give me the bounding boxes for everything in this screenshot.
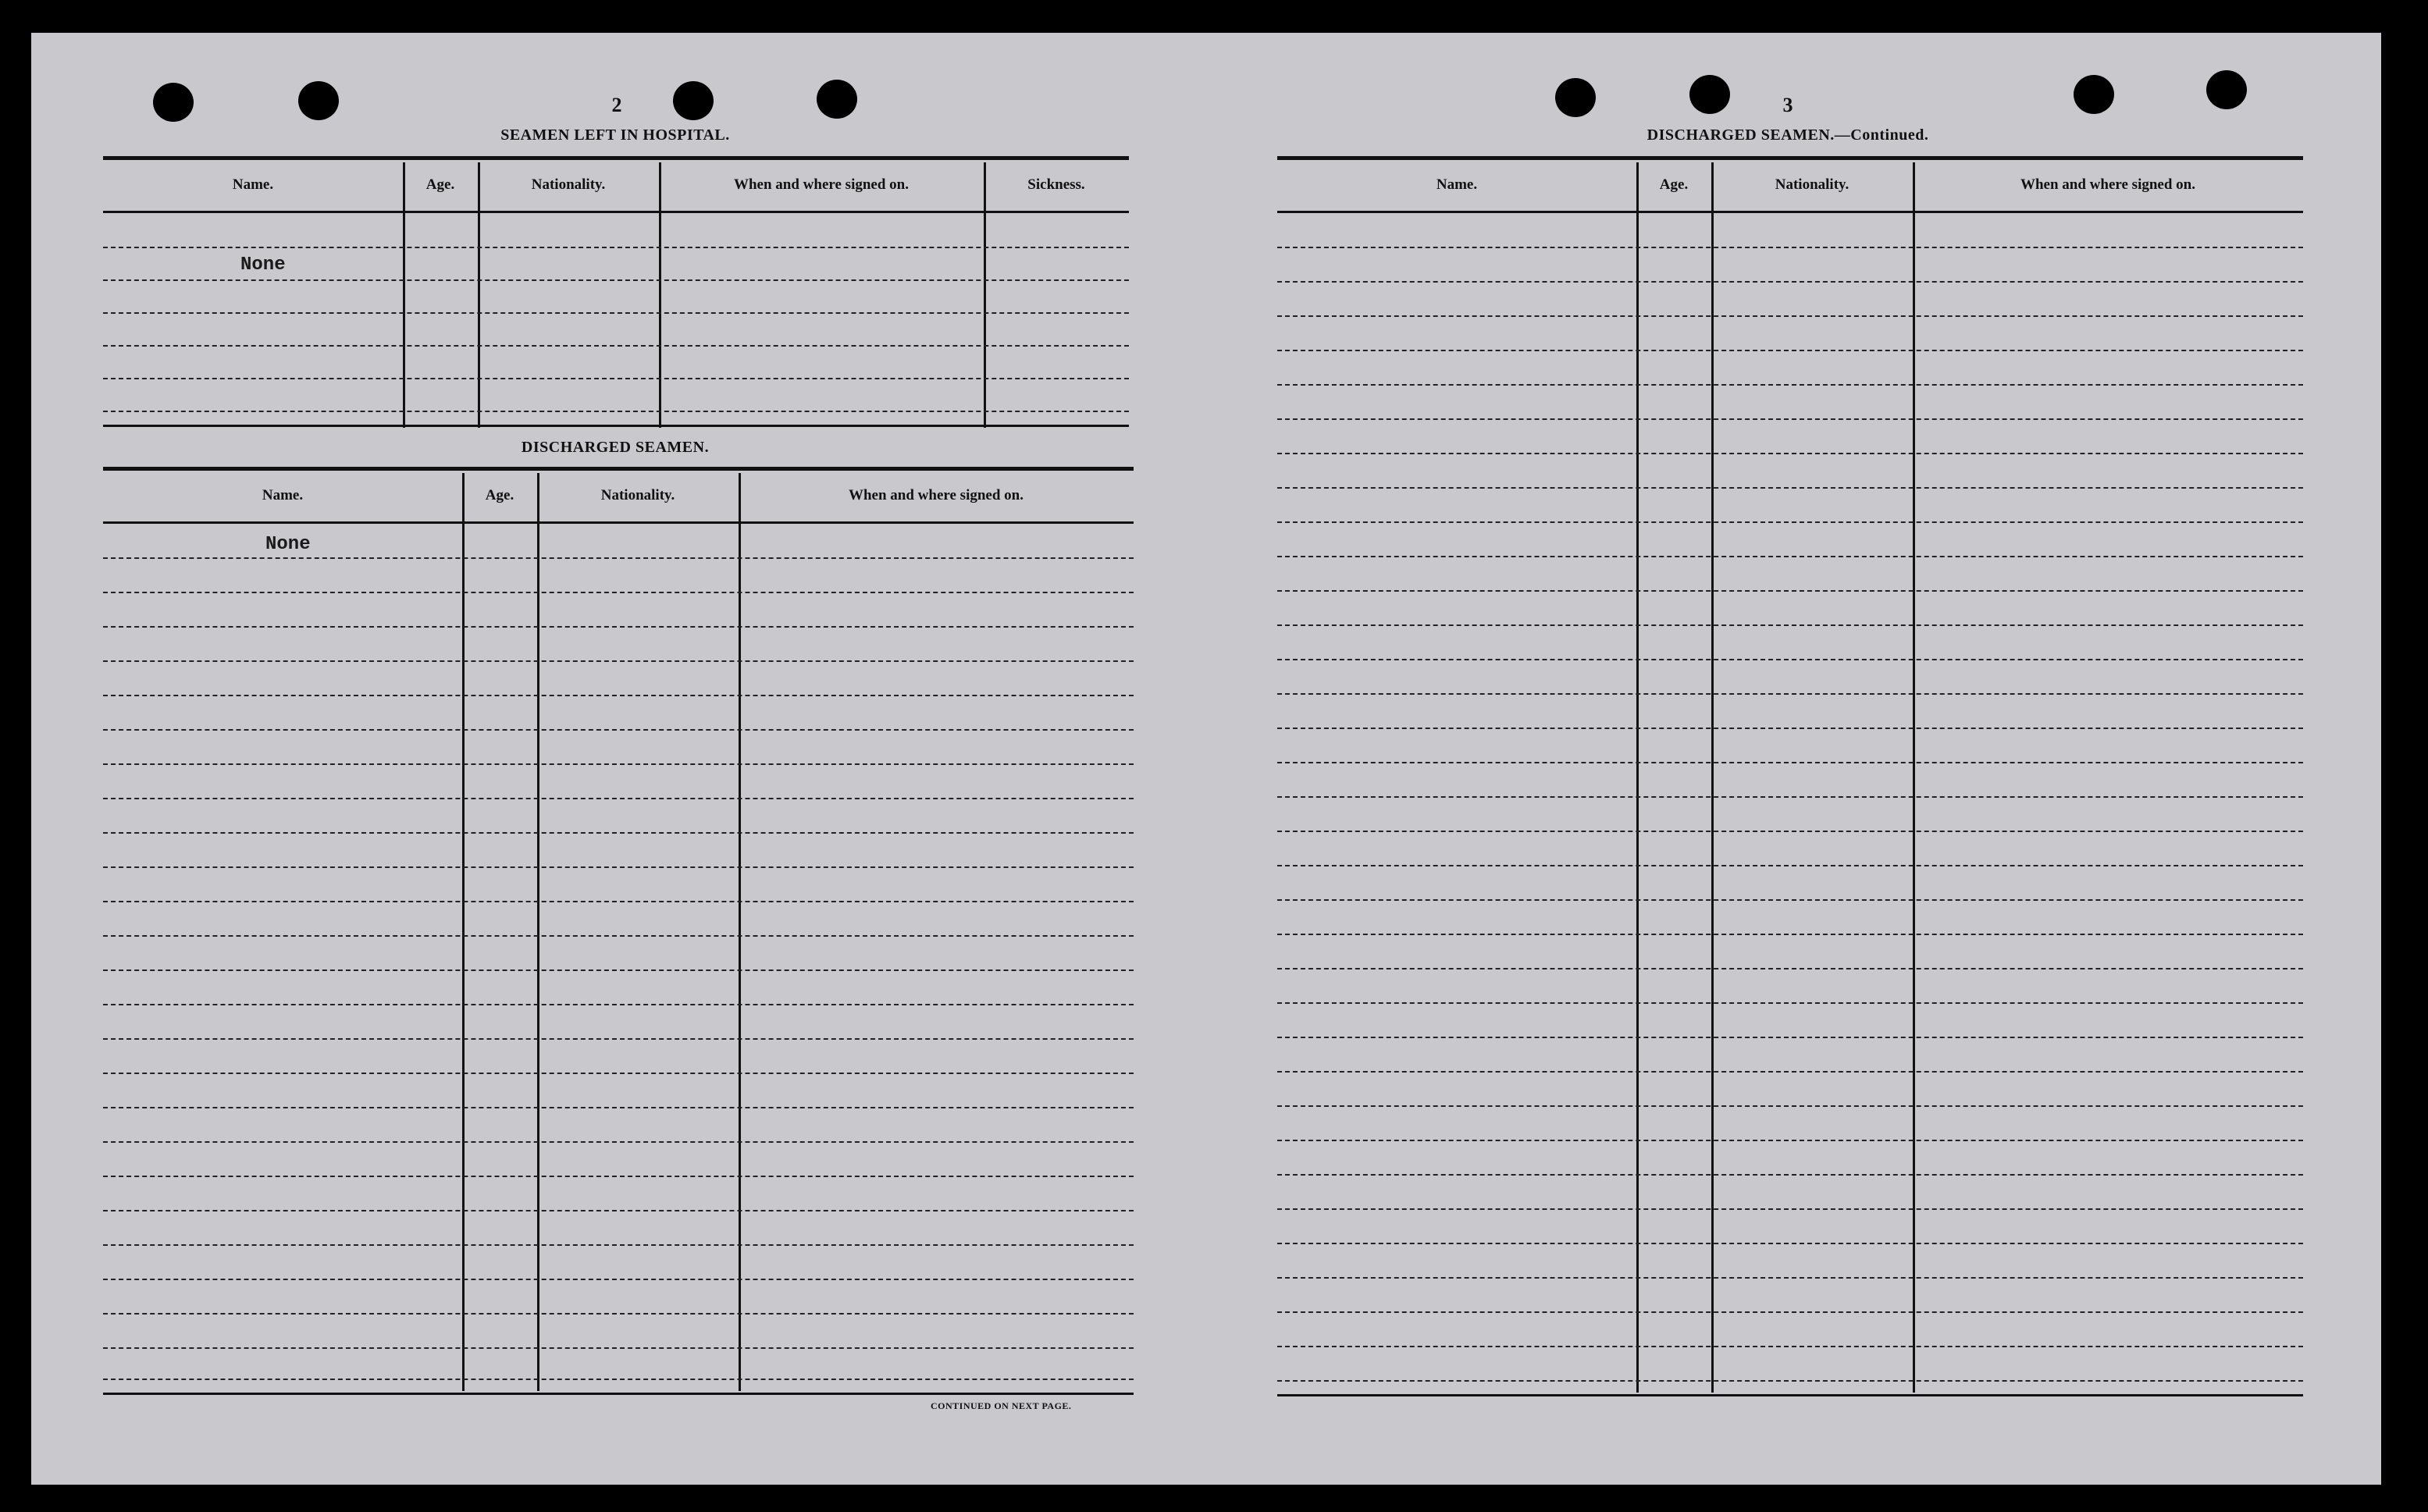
page-number: 2 <box>611 94 622 116</box>
column-header-nationality: Nationality. <box>531 176 606 193</box>
section-title-discharged-continued: DISCHARGED SEAMEN.—Continued. <box>1647 126 1929 144</box>
punch-hole <box>673 81 714 120</box>
column-header-sickness: Sickness. <box>1027 176 1085 193</box>
column-header-name: Name. <box>262 487 304 503</box>
column-header-nationality: Nationality. <box>1775 176 1849 193</box>
section-title-discharged: DISCHARGED SEAMEN. <box>521 439 710 456</box>
column-header-signed-on: When and where signed on. <box>733 176 909 193</box>
punch-hole <box>298 81 339 120</box>
column-header-signed-on: When and where signed on. <box>2020 176 2195 193</box>
hospital-table <box>103 156 1129 431</box>
punch-hole <box>2206 70 2247 109</box>
punch-hole <box>1555 78 1596 117</box>
punch-hole <box>153 83 194 122</box>
discharged-table-right <box>1277 156 2303 1397</box>
column-header-name: Name. <box>1436 176 1478 193</box>
column-header-signed-on: When and where signed on. <box>848 487 1024 503</box>
column-header-age: Age. <box>1659 176 1689 193</box>
column-header-nationality: Nationality. <box>600 487 675 503</box>
punch-hole <box>2074 75 2114 114</box>
handwritten-entry-discharged: None <box>265 534 311 555</box>
column-header-age: Age. <box>425 176 455 193</box>
column-header-age: Age. <box>485 487 514 503</box>
section-title-hospital: SEAMEN LEFT IN HOSPITAL. <box>500 126 730 144</box>
discharged-table-left <box>103 467 1134 1396</box>
continued-footer: CONTINUED ON NEXT PAGE. <box>931 1400 1072 1411</box>
handwritten-entry-hospital: None <box>240 254 286 276</box>
punch-hole <box>1689 75 1730 114</box>
column-header-name: Name. <box>232 176 274 193</box>
page-number: 3 <box>1782 94 1793 116</box>
punch-hole <box>817 80 857 119</box>
